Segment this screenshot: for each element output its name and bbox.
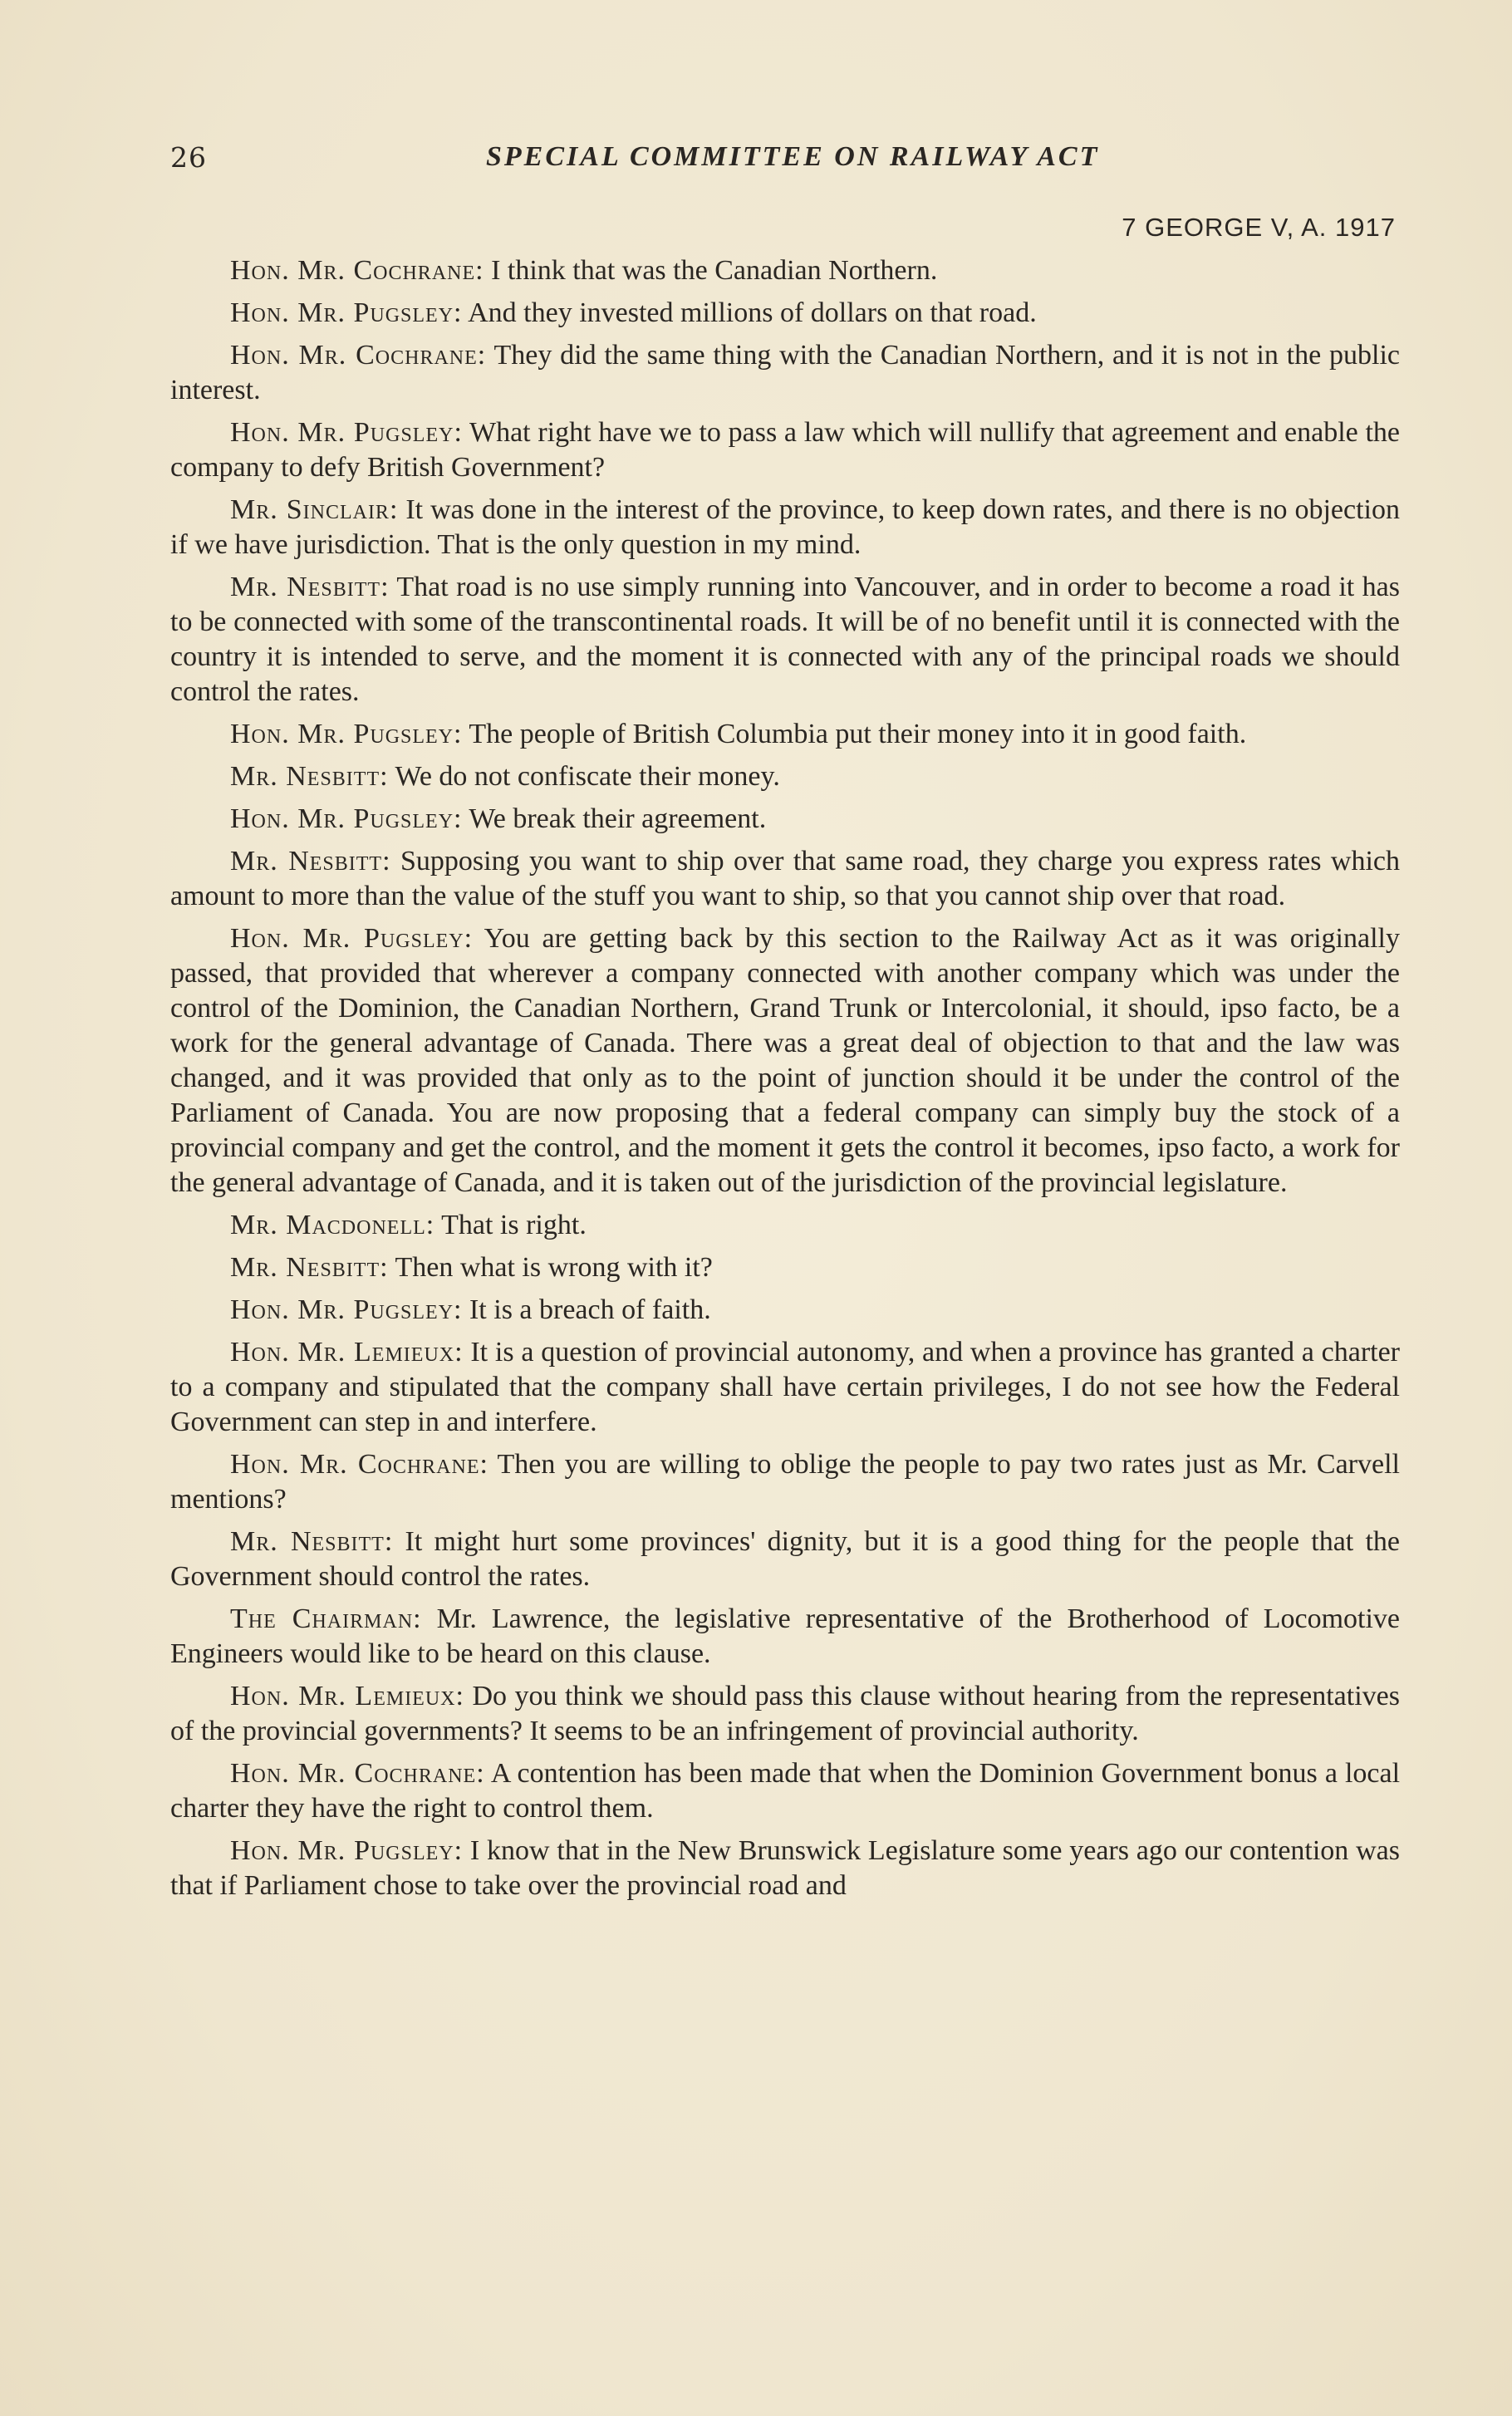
speech-text: We break their agreement. xyxy=(469,803,767,834)
speaker-name: Mr. Macdonell: xyxy=(230,1210,435,1240)
speaker-name: Hon. Mr. Cochrane: xyxy=(230,1449,488,1480)
speech-text: Mr. Lawrence, the legislative representative of the Brotherhood of Locomotive Engineers would like to be heard on this clause. xyxy=(170,1603,1400,1669)
speaker-name: Mr. Nesbitt: xyxy=(230,846,391,877)
speech-text: I know that in the New Brunswick Legislature some years ago our contention was that if Parliament chose to take over the provincial road and xyxy=(170,1835,1400,1901)
speaker-name: Hon. Mr. Pugsley: xyxy=(230,923,474,954)
speaker-name: Hon. Mr. Pugsley: xyxy=(230,417,463,448)
transcript-paragraph xyxy=(170,1602,1400,1672)
transcript-paragraph xyxy=(170,844,1400,914)
speaker-name: Hon. Mr. Pugsley: xyxy=(230,297,463,328)
speaker-name: Hon. Mr. Cochrane: xyxy=(230,255,484,286)
speaker-name: Mr. Nesbitt: xyxy=(230,1526,394,1557)
transcript-paragraph xyxy=(170,296,1400,331)
speaker-name: Hon. Mr. Lemieux: xyxy=(230,1681,464,1711)
speech-text: I think that was the Canadian Northern. xyxy=(491,255,938,286)
transcript-paragraph xyxy=(170,1679,1400,1749)
speaker-name: Mr. Nesbitt: xyxy=(230,572,390,602)
running-title: SPECIAL COMMITTEE ON RAILWAY ACT xyxy=(486,141,1100,172)
speaker-name: Hon. Mr. Cochrane: xyxy=(230,340,487,371)
transcript-paragraph xyxy=(170,802,1400,837)
transcript-paragraph xyxy=(170,717,1400,752)
speech-text: It was done in the interest of the province, to keep down rates, and there is no objection if we have jurisdiction. That is the only question in my mind. xyxy=(170,494,1400,560)
transcript-paragraph xyxy=(170,253,1400,288)
speech-text: That is right. xyxy=(441,1210,587,1240)
speech-text: And they invested millions of dollars on that road. xyxy=(468,297,1037,328)
speech-text: Supposing you want to ship over that same road, they charge you express rates which amount to more than the value of the stuff you want to ship, so that you cannot ship over that road. xyxy=(170,846,1401,911)
transcript-paragraph xyxy=(170,1447,1400,1517)
speech-text: It is a breach of faith. xyxy=(469,1294,711,1325)
speech-text: Then you are willing to oblige the people to pay two rates just as Mr. Carvell mentions? xyxy=(170,1449,1400,1515)
transcript-paragraph xyxy=(170,759,1400,794)
speech-text: It might hurt some provinces' dignity, but it is a good thing for the people that the Government should control the rates. xyxy=(170,1526,1400,1592)
speaker-name: Mr. Nesbitt: xyxy=(230,761,389,792)
transcript-paragraph xyxy=(170,1834,1400,1903)
speaker-name: Hon. Mr. Pugsley: xyxy=(230,803,463,834)
transcript-paragraph xyxy=(170,1208,1400,1243)
speech-text: We do not confiscate their money. xyxy=(395,761,780,792)
speech-text: It is a question of provincial autonomy, and when a province has granted a charter to a company and stipulated that the company shall have certain privileges, I do not see how the Federal Government can step in and interfere. xyxy=(170,1337,1401,1437)
speaker-name: The Chairman: xyxy=(230,1603,422,1634)
transcript-paragraph xyxy=(170,1525,1400,1594)
speaker-name: Hon. Mr. Pugsley: xyxy=(230,1294,463,1325)
speaker-name: Hon. Mr. Pugsley: xyxy=(230,719,463,749)
transcript-paragraph xyxy=(170,1250,1400,1285)
transcript-paragraph xyxy=(170,570,1400,710)
transcript-paragraph xyxy=(170,1756,1400,1826)
page-number: 26 xyxy=(170,141,207,174)
speech-text: They did the same thing with the Canadian Northern, and it is not in the public interest. xyxy=(170,340,1401,405)
speaker-name: Mr. Nesbitt: xyxy=(230,1252,389,1283)
speaker-name: Mr. Sinclair: xyxy=(230,494,399,525)
transcript-paragraph xyxy=(170,1335,1400,1440)
speech-text: You are getting back by this section to the Railway Act as it was originally passed, that provided that wherever a company connected with another company which was under the control of the Dominion, the Canadian Northern, Grand Trunk or Intercolonial, it should, ipso facto, be a work for the general advantage of Canada. There was a great deal of objection to that and the law was changed, and it was provided that only as to the point of junction should it be under the control of the Parliament of Canada. You are now proposing that a federal company can simply buy the stock of a provincial company and get the control, and the moment it gets the control it becomes, ipso facto, a work for the general advantage of Canada, and it is taken out of the jurisdiction of the provincial legislature. xyxy=(170,923,1400,1198)
speech-text: What right have we to pass a law which will nullify that agreement and enable the company to defy British Government? xyxy=(170,417,1400,483)
speech-text: That road is no use simply running into Vancouver, and in order to become a road it has to be connected with some of the transcontinental roads. It will be of no benefit until it is connected with the country it is intended to serve, and the moment it is connected with any of the principal roads we should control the rates. xyxy=(170,572,1400,707)
speech-text: A contention has been made that when the Dominion Government bonus a local charter they have the right to control them. xyxy=(170,1758,1401,1824)
transcript-paragraph xyxy=(170,921,1400,1201)
speech-text: Do you think we should pass this clause without hearing from the representatives of the provincial governments? It seems to be an infringement of provincial authority. xyxy=(170,1681,1400,1746)
session-reference: 7 GEORGE V, A. 1917 xyxy=(1122,213,1396,242)
speaker-name: Hon. Mr. Lemieux: xyxy=(230,1337,464,1368)
transcript-paragraph xyxy=(170,415,1400,485)
speech-text: Then what is wrong with it? xyxy=(395,1252,713,1283)
transcript-body xyxy=(170,253,1400,1911)
transcript-paragraph xyxy=(170,1293,1400,1328)
speech-text: The people of British Columbia put their money into it in good faith. xyxy=(469,719,1247,749)
transcript-paragraph xyxy=(170,338,1400,408)
speaker-name: Hon. Mr. Cochrane: xyxy=(230,1758,485,1789)
page-header xyxy=(170,141,1400,183)
transcript-paragraph xyxy=(170,493,1400,562)
speaker-name: Hon. Mr. Pugsley: xyxy=(230,1835,464,1866)
